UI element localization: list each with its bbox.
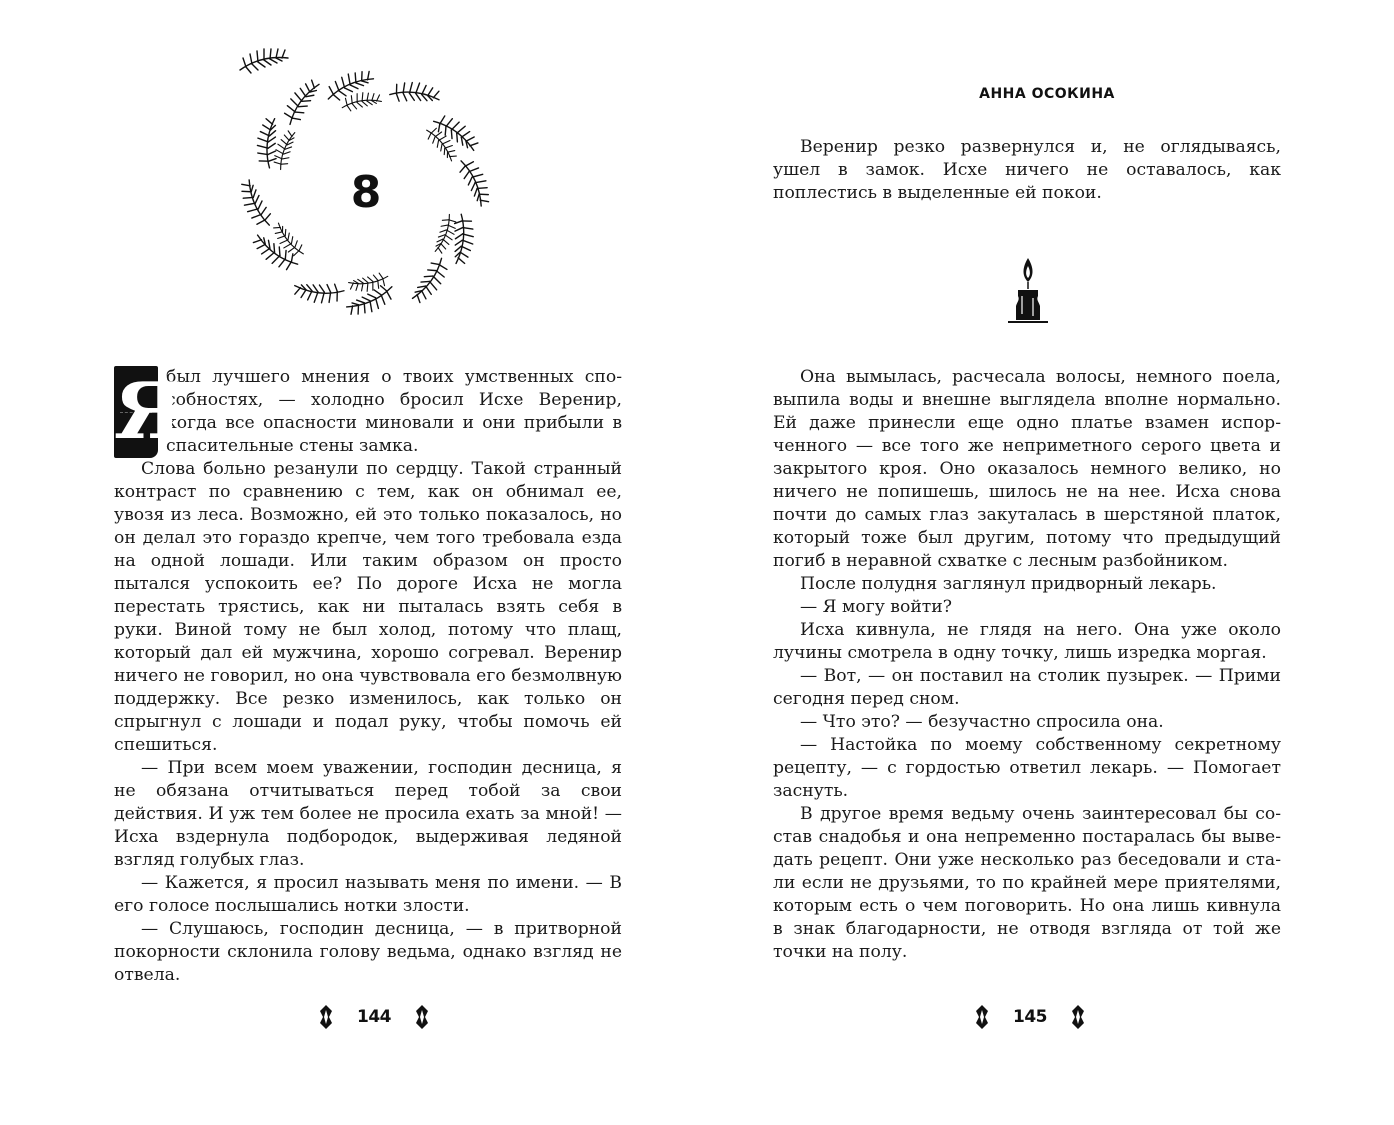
folio-ornament-icon — [974, 1004, 990, 1030]
folio-ornament-icon — [318, 1004, 334, 1030]
paragraph: В другое время ведьму очень заинтересовал бы состав снадобья и она непременно постаралась бы выведать рецепт. Они уже несколько раз беседовали и стали если не друзьями, то по крайней мере приятелями, которым есть о чем поговорить. Но она лишь кивнула в знак благодарности, не отводя взгляда от той же точки на полу. — [773, 804, 1281, 962]
folio-ornament-icon — [1070, 1004, 1086, 1030]
paragraph: Исха кивнула, не глядя на него. Она уже около лучины смотрела в одну точку, лишь изредка моргая. — [773, 620, 1281, 663]
right-page — [697, 0, 1394, 1125]
paragraph: — Я могу войти? — [800, 597, 952, 617]
folio-ornament-icon — [414, 1004, 430, 1030]
right-top-text — [773, 136, 1281, 205]
left-body-text — [114, 366, 622, 987]
paragraph: был лучшего мнения о твоих умственных способностях, — холодно бросил Исхе Веренир, когда все опасности миновали и они прибыли в спасительные стены замка. — [166, 367, 622, 456]
paragraph: — Вот, — он поставил на столик пузырек. — Прими сегодня перед сном. — [773, 666, 1281, 709]
paragraph: — Слушаюсь, господин десница, — в притворной покорности склонила голову ведьма, однако взгляд не отвела. — [114, 919, 622, 985]
page-number: 145 — [1013, 1007, 1047, 1027]
paragraph: После полудня заглянул придворный лекарь. — [800, 574, 1217, 594]
drop-cap: Я — [114, 366, 183, 457]
paragraph: Веренир резко развернулся и, не оглядываясь, ушел в замок. Исхе ничего не оставалось, как поплестись в выделенные ей покои. — [773, 137, 1281, 203]
left-folio — [318, 1000, 430, 1034]
paragraph: Слова больно резанули по сердцу. Такой странный контраст по сравнению с тем, как он обнимал ее, увозя из леса. Возможно, ей это только показалось, но он делал это гораздо крепче, чем того требовала езда на одной лошади. Или таким образом он просто пытался успокоить ее? По дороге Исха не могла перестать трястись, как ни пыталась взять себя в руки. Виной тому не был холод, потому что плащ, который дал ей мужчина, хорошо согревал. Веренир ничего не говорил, но она чувствовала его безмолвную поддержку. Все резко изменилось, как только он спрыгнул с лошади и подал руку, чтобы помочь ей спешиться. — [114, 459, 622, 755]
chapter-number: 8 — [350, 167, 380, 218]
page-number: 144 — [357, 1007, 391, 1027]
paragraph: — При всем моем уважении, господин десница, я не обязана отчитываться перед тобой за свои действия. И уж тем более не просила ехать за мной! — Исха вздернула подбородок, выдерживая ледяной взгляд голубых глаз. — [114, 758, 622, 870]
running-head: АННА ОСОКИНА — [979, 86, 1115, 102]
paragraph: — Настойка по моему собственному секретному рецепту, — с гордостью ответил лекарь. — Помогает заснуть. — [773, 735, 1281, 801]
paragraph: Она вымылась, расчесала волосы, немного поела, выпила воды и внешне выглядела вполне нормально. Ей даже принесли еще одно платье взамен испорченного — все того же неприметного серого цвета и закрытого кроя. Оно оказалось немного велико, но ничего не попишешь, шилось не на нее. Исха снова почти до самых глаз закуталась в шерстяной платок, который тоже был другим, потому что предыдущий погиб в неравной схватке с лесным разбойником. — [773, 367, 1281, 571]
candle-icon — [1006, 256, 1050, 326]
right-body-text — [773, 366, 1281, 964]
chapter-heading — [240, 70, 490, 315]
paragraph: — Что это? — безучастно спросила она. — [800, 712, 1164, 732]
right-folio — [974, 1000, 1086, 1034]
paragraph: — Кажется, я просил называть меня по имени. — В его голосе послышались нотки злости. — [114, 873, 622, 916]
